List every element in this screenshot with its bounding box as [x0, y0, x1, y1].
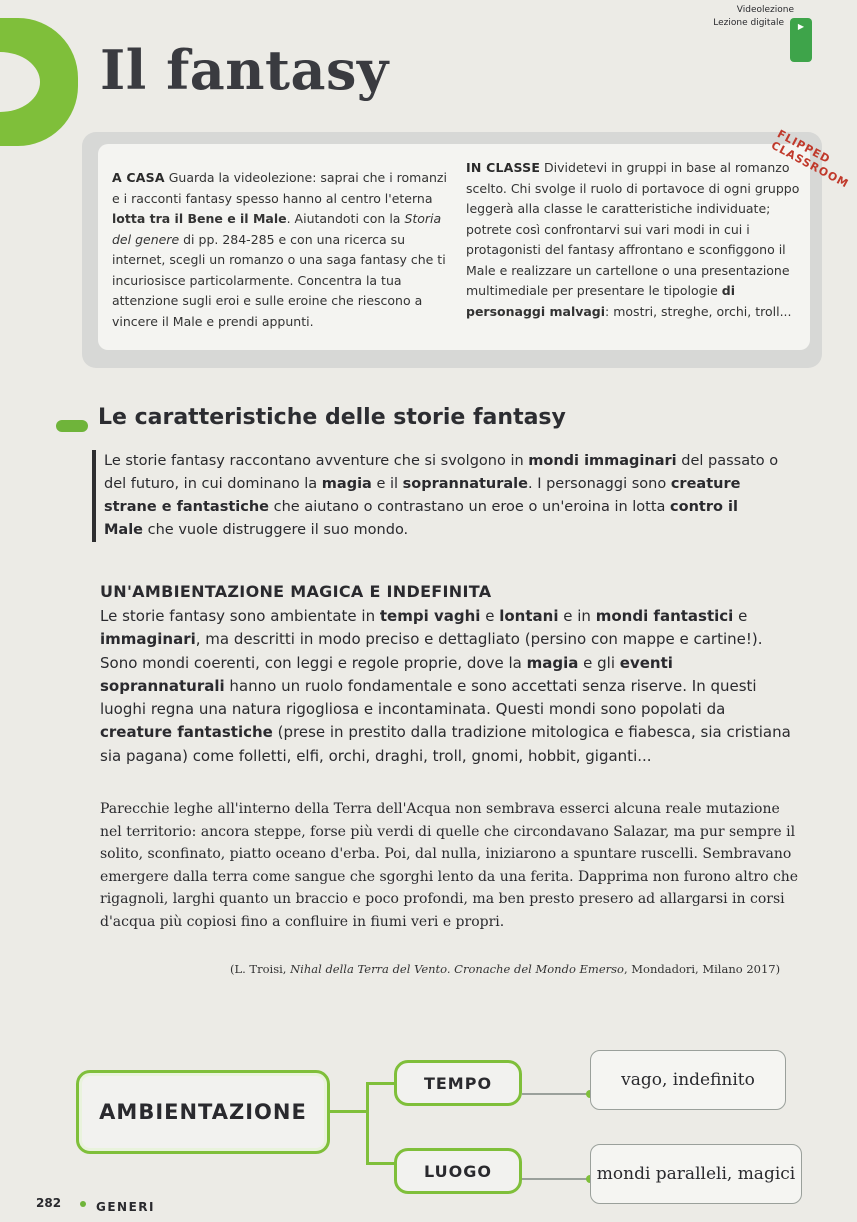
section-bullet [56, 420, 88, 432]
citation-title: Nihal della Terra del Vento. Cronache del Mondo Emerso [290, 962, 624, 976]
ambient-bold-5: magia [526, 653, 579, 672]
ambient-bold-6: eventi soprannaturali [100, 653, 673, 695]
class-text: Dividetevi in gruppi in base al romanzo scelto. Chi svolge il ruolo di portavoce di ogni gruppo leggerà alla classe le caratteristiche individuate; potrete così confrontarvi sui vari modi in cui i protagonisti del fantasy affrontano e sconfiggono il Male e realizzare un cartellone o una presentazione multimediale per presentare le tipologie [466, 160, 800, 298]
concept-map-tempo: TEMPO [394, 1060, 522, 1106]
ambient-bold-4: immaginari [100, 630, 196, 649]
map-arrow-luogo [522, 1178, 590, 1180]
map-connector-top [366, 1082, 394, 1085]
intro-text-1: Le storie fantasy raccontano avventure che si svolgono in [104, 453, 524, 469]
ambient-paragraph [100, 605, 800, 768]
class-bold: di personaggi malvagi [466, 283, 735, 319]
intro-text-2: del passato o del futuro, in cui dominano la [104, 453, 779, 492]
intro-bold-4: creature strane e fantastiche [104, 476, 741, 515]
flipped-classroom-label: FLIPPED CLASSROOM [768, 127, 852, 191]
home-text-3: di pp. 284-285 e con una ricerca su internet, scegli un romanzo o una saga fantasy che ti incuriosisce particolarmente. Concentra la tua attenzione sugli eroi e sulle eroine che riescono a vincere il Male e prendi appunti. [112, 231, 446, 329]
map-arrow-tempo [522, 1093, 590, 1095]
section-title: Le caratteristiche delle storie fantasy [98, 405, 566, 430]
intro-text-5: che aiutano o contrastano un eroe o un'eroina in lotta [273, 499, 666, 515]
concept-map-root: AMBIENTAZIONE [76, 1070, 330, 1154]
subsection-title: UN'AMBIENTAZIONE MAGICA E INDEFINITA [100, 582, 492, 601]
excerpt-citation [230, 962, 814, 976]
intro-bold-5: contro il Male [104, 499, 738, 538]
page-title: Il fantasy [100, 38, 389, 102]
home-text: Guarda la videolezione: saprai che i romanzi e i racconti fantasy spesso hanno al centro l'eterna [112, 170, 447, 206]
class-text-2: : mostri, streghe, orchi, troll... [605, 303, 792, 319]
citation-author: (L. Troisi, [230, 962, 287, 976]
intro-bold-2: magia [321, 476, 372, 492]
concept-map-luogo: LUOGO [394, 1148, 522, 1194]
videolesson-link[interactable]: Videolezione [736, 5, 794, 15]
ambient-text-7: hanno un ruolo fondamentale e sono accettati senza riserve. In questi luoghi regna una natura rigogliosa e incontaminata. Questi mondi sono popolati da [100, 676, 757, 719]
concept-map-tempo-value: vago, indefinito [590, 1050, 786, 1110]
intro-bold-1: mondi immaginari [528, 453, 677, 469]
ambient-text-2: e [485, 607, 495, 625]
digital-resources[interactable] [713, 4, 794, 30]
home-italic: Storia del genere [112, 211, 442, 247]
digital-badge-icon[interactable]: ▶ [790, 18, 812, 62]
home-bold: lotta tra il Bene e il Male [112, 211, 287, 226]
intro-bold-3: soprannaturale [402, 476, 528, 492]
ambient-text-8: (prese in prestito dalla tradizione mitologica e fiabesca, sia cristiana sia pagana) come folletti, elfi, orchi, draghi, troll, gnomi, hobbit, giganti... [100, 723, 791, 765]
home-text-2: . Aiutandoti con la [286, 211, 401, 226]
ambient-text-6: e gli [583, 653, 615, 672]
home-activity [112, 168, 448, 332]
class-lead: IN CLASSE [466, 160, 541, 175]
literary-excerpt: Parecchie leghe all'interno della Terra dell'Acqua non sembrava esserci alcuna reale mutazione nel territorio: ancora steppe, forse più verdi di quelle che circondavano Salazar, ma pur sempre il solito, sconfinato, piatto oceano d'erba. Poi, dal nulla, iniziarono a spuntare ruscelli. Sembravano emergere dalla terra come sangue che sgorghi lento da una ferita. Dapprima non furono altro che rigagnoli, larghi quanto un braccio e poco profondi, ma ben presto presero ad allargarsi in corsi d'acqua più copiosi fino a confluire in fiumi veri e propri. [100, 801, 799, 930]
footer-dot [80, 1201, 86, 1207]
page-number: 282 [36, 1196, 62, 1210]
ambient-bold-2: lontani [499, 607, 559, 625]
ambient-bold-7: creature fantastiche [100, 723, 273, 742]
citation-publisher: , Mondadori, Milano 2017) [623, 962, 781, 976]
intro-text-3: e il [376, 476, 399, 492]
digital-lesson-link[interactable]: Lezione digitale [713, 18, 784, 28]
ambient-bold-3: mondi fantastici [595, 607, 734, 625]
concept-map-luogo-value: mondi paralleli, magici [590, 1144, 802, 1204]
class-activity [466, 158, 806, 322]
footer-section-label: GENERI [96, 1200, 155, 1214]
ambient-bold-1: tempi vaghi [379, 607, 481, 625]
home-lead: A CASA [112, 170, 165, 185]
intro-text-6: che vuole distruggere il suo mondo. [147, 522, 409, 538]
ambient-text-3: e in [563, 607, 591, 625]
map-connector-vertical [366, 1082, 369, 1164]
ambient-text-1: Le storie fantasy sono ambientate in [100, 607, 376, 625]
map-connector-root [330, 1110, 366, 1113]
ambient-text-4: e [738, 607, 748, 625]
ambient-text-5: , ma descritti in modo preciso e dettagliato (persino con mappe e cartine!). Sono mondi coerenti, con leggi e regole proprie, dove la [100, 630, 763, 672]
intro-text-4: . I personaggi sono [527, 476, 667, 492]
section-intro [92, 450, 782, 542]
map-connector-bottom [366, 1162, 394, 1165]
